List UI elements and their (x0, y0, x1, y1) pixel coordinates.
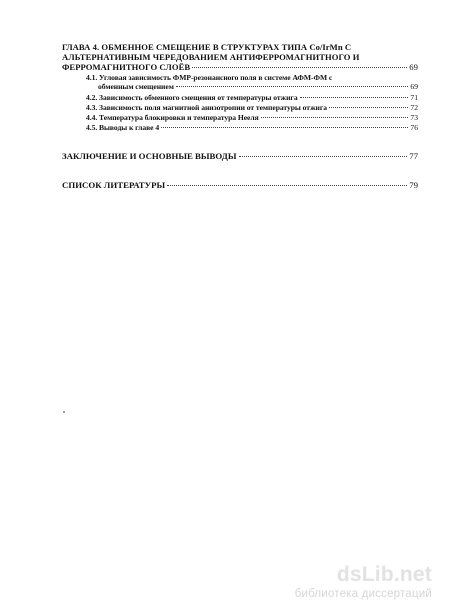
page-number: 69 (409, 62, 418, 72)
page-number: 72 (410, 103, 418, 112)
page-number: 69 (410, 82, 418, 91)
dot-leader (261, 117, 409, 118)
page-number: 73 (410, 113, 418, 122)
dot-leader (239, 156, 408, 157)
page-number: 76 (410, 123, 418, 132)
dot-leader (176, 86, 409, 87)
toc-references: СПИСОК ЛИТЕРАТУРЫ 79 (62, 180, 418, 190)
toc-section-4-4: 4.4. Температура блокировки и температура Нееля 73 (86, 113, 418, 122)
toc-section-4-2: 4.2. Зависимость обменного смещения от температуры отжига 71 (86, 93, 418, 102)
toc-conclusion: ЗАКЛЮЧЕНИЕ И ОСНОВНЫЕ ВЫВОДЫ 77 (62, 151, 418, 161)
dot-leader (329, 107, 408, 108)
toc-section-4-3: 4.3. Зависимость поля магнитной анизотропии от температуры отжига 72 (86, 103, 418, 112)
watermark-logo: dsLib.net (336, 563, 432, 586)
page-number: 79 (409, 180, 418, 190)
page-number: 71 (410, 93, 418, 102)
toc-section-4-1-line-1: 4.1. Угловая зависимость ФМР-резонансного поля в системе АФМ-ФМ с (86, 73, 333, 82)
dot-leader (161, 127, 408, 128)
toc-section-4-1-line-2: обменным смещением 69 (98, 82, 418, 91)
dot-leader (167, 185, 407, 186)
watermark (282, 564, 432, 601)
page-number: 77 (409, 151, 418, 161)
chapter-4-title-line-2: АЛЬТЕРНАТИВНЫМ ЧЕРЕДОВАНИЕМ АНТИФЕРРОМАГНИТНОГО И (62, 52, 360, 62)
scan-speck (63, 411, 65, 413)
dot-leader (192, 67, 407, 68)
dot-leader (300, 97, 409, 98)
toc-section-4-5: 4.5. Выводы к главе 4 76 (86, 123, 418, 132)
watermark-tagline: библиотека диссертаций (294, 588, 432, 600)
chapter-4-title-line-1: ГЛАВА 4. ОБМЕННОЕ СМЕЩЕНИЕ В СТРУКТУРАХ ТИПА Co/IrMn С (62, 42, 352, 52)
chapter-4-title-line-3: ФЕРРОМАГНИТНОГО СЛОЁВ 69 (62, 62, 418, 72)
